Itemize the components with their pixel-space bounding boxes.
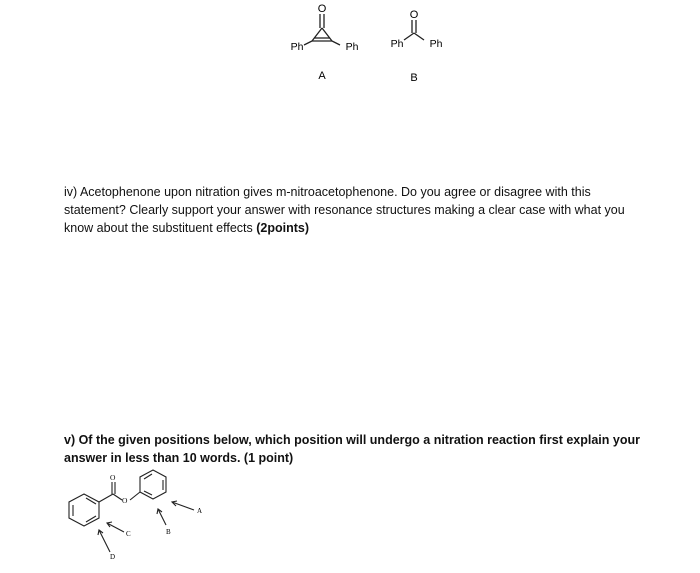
question-v: v) Of the given positions below, which position will undergo a nitration reaction first explain your answer in less than 10 words. (1 point) bbox=[64, 433, 640, 465]
position-label-c: C bbox=[126, 530, 131, 538]
carbonyl-oxygen: O bbox=[110, 473, 116, 482]
ph-left-a: Ph bbox=[290, 41, 304, 53]
position-label-b: B bbox=[166, 528, 171, 536]
ester-oxygen: O bbox=[122, 496, 128, 505]
position-label-d: D bbox=[110, 553, 116, 560]
position-label-a: A bbox=[197, 507, 203, 515]
oxygen-a: O bbox=[317, 3, 327, 15]
oxygen-b: O bbox=[409, 9, 419, 21]
structure-b bbox=[404, 20, 424, 40]
ph-right-b: Ph bbox=[429, 38, 443, 50]
question-iv-text: iv) Acetophenone upon nitration gives m-nitroacetophenone. Do you agree or disagree with this statement? Clearly support your answer with resonance structures making a clear case with what you know about the substituent effects bbox=[64, 185, 625, 235]
ph-left-b: Ph bbox=[390, 38, 404, 50]
structures-a-b bbox=[0, 0, 700, 90]
phenyl-benzoate-structure bbox=[60, 468, 220, 560]
label-b: B bbox=[410, 72, 418, 84]
question-iv bbox=[64, 183, 654, 237]
question-iv-points: (2points) bbox=[256, 221, 310, 235]
ph-right-a: Ph bbox=[345, 41, 359, 53]
structure-a bbox=[304, 14, 340, 45]
label-a: A bbox=[318, 70, 326, 82]
